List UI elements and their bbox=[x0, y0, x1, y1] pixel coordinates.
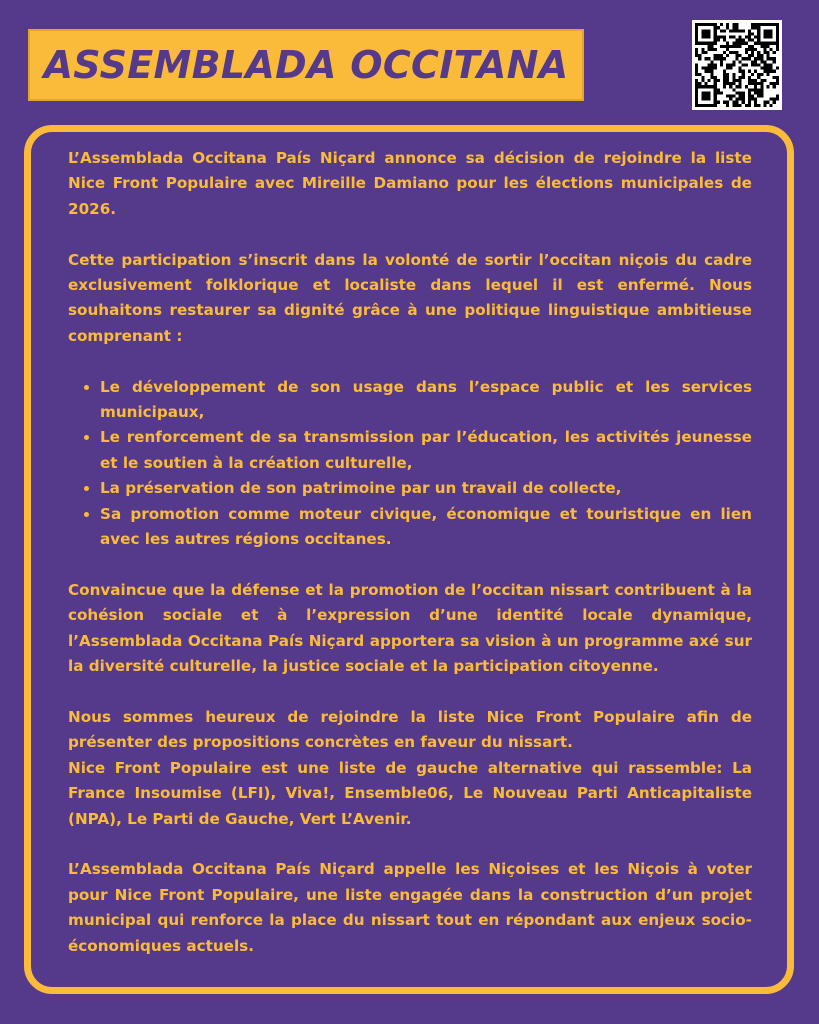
coalition-paragraph: Nice Front Populaire est une liste de gauche alternative qui rassemble: La France Insoumise (LFI), Viva!, Ensemble06, Le Nouveau Parti Anticapitaliste (NPA), Le Parti de Gauche, Vert L’Avenir. bbox=[68, 758, 752, 828]
intro-paragraph: L’Assemblada Occitana País Niçard annonce sa décision de rejoindre la liste Nice Front Populaire avec Mireille Damiano pour les élections municipales de 2026. bbox=[68, 149, 752, 218]
title-banner bbox=[28, 29, 584, 101]
list-item: • Le renforcement de sa transmission par l’éducation, les activités jeunesse et le soutien à la création culturelle, bbox=[100, 425, 752, 476]
qr-code-icon[interactable] bbox=[692, 20, 782, 110]
call-paragraph: L’Assemblada Occitana País Niçard appelle les Niçoises et les Niçois à voter pour Nice Front Populaire, une liste engagée dans la construction d’un projet municipal qui renforce la place du nissart tout en répondant aux enjeux socio-économiques actuels. bbox=[68, 860, 752, 955]
list-item: • Le développement de son usage dans l’espace public et les services municipaux, bbox=[100, 375, 752, 426]
list-item: • Sa promotion comme moteur civique, économique et touristique en lien avec les autres régions occitanes. bbox=[100, 502, 752, 553]
qr-code-graphic bbox=[692, 20, 782, 110]
participation-paragraph: Cette participation s’inscrit dans la volonté de sortir l’occitan niçois du cadre exclusivement folklorique et localiste dans lequel il est enfermé. Nous souhaitons restaurer sa dignité grâce à une politique linguistique ambitieuse comprenant : bbox=[68, 250, 752, 345]
policy-list bbox=[68, 375, 752, 553]
conviction-paragraph: Convaincue que la défense et la promotion de l’occitan nissart contribuent à la cohésion sociale et à l’expression d’une identité locale dynamique, l’Assemblada Occitana País Niçard apportera sa vision à un programme axé sur la diversité culturelle, la justice sociale et la participation citoyenne. bbox=[68, 580, 752, 676]
joining-paragraph: Nous sommes heureux de rejoindre la liste Nice Front Populaire afin de présenter des propositions concrètes en faveur du nissart. bbox=[68, 707, 752, 752]
list-item: • La préservation de son patrimoine par un travail de collecte, bbox=[100, 476, 752, 501]
statement-body bbox=[68, 146, 752, 959]
page-title: ASSEMBLADA OCCITANA bbox=[43, 43, 569, 87]
